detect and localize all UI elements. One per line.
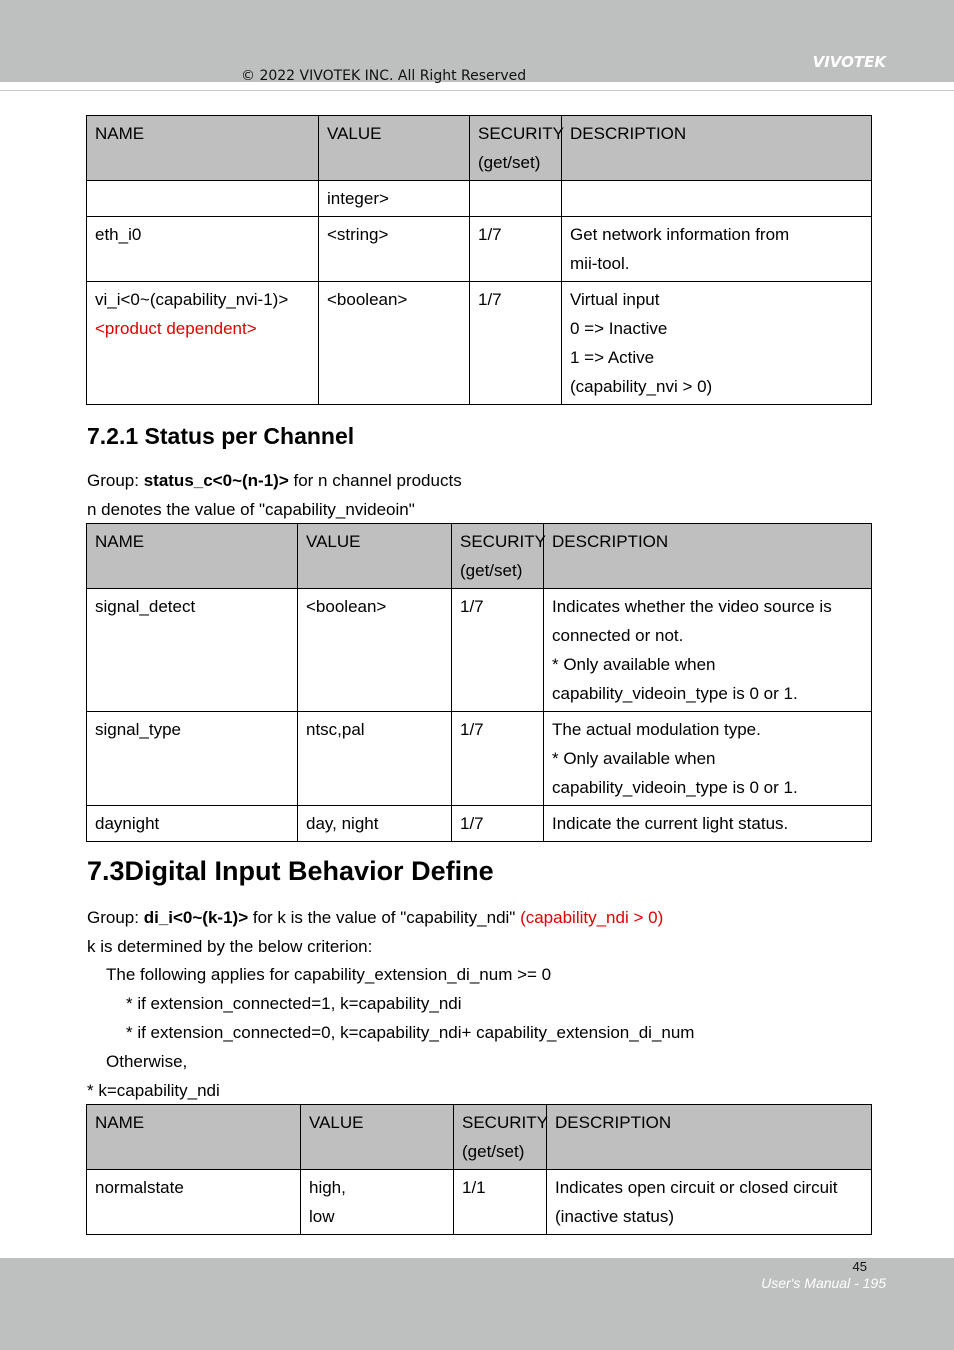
group-name: di_i<0~(k-1)>	[143, 908, 249, 927]
cell-description-line: Indicates whether the video source is	[552, 597, 832, 616]
cell-description	[544, 589, 872, 712]
cell-description-line: 0 => Inactive	[570, 319, 668, 338]
cell-value	[298, 806, 452, 842]
table-row	[87, 1170, 872, 1235]
cell-value	[298, 712, 452, 806]
cell-description-line: Get network information from	[570, 225, 790, 244]
group-name: status_c<0~(n-1)>	[143, 471, 289, 490]
cell-description-line: capability_videoin_type is 0 or 1.	[552, 684, 798, 703]
cell-description	[562, 181, 872, 217]
cell-name: daynight	[87, 806, 298, 842]
col-header-description: DESCRIPTION	[547, 1105, 872, 1170]
col-header-name: NAME	[87, 1105, 301, 1170]
col-header-name: NAME	[87, 524, 298, 589]
group-line	[87, 903, 663, 932]
cell-value-line: integer>	[327, 189, 389, 208]
col-header-security: SECURITY (get/set)	[452, 524, 544, 589]
section-title-text: Digital Input Behavior Define	[124, 856, 494, 886]
cell-description-line: Indicate the current light status.	[552, 814, 789, 833]
cell-description	[562, 217, 872, 282]
criterion-line: Otherwise,	[106, 1052, 188, 1071]
cell-name: signal_type	[87, 712, 298, 806]
copyright-text: © 2022 VIVOTEK INC. All Right Reserved	[241, 68, 527, 84]
cell-security	[470, 181, 562, 217]
capability-condition: (capability_ndi > 0)	[520, 908, 664, 927]
cell-description-line: (inactive status)	[555, 1207, 675, 1226]
table-header-row	[87, 524, 872, 589]
cell-description-line: Indicates open circuit or closed circuit	[555, 1178, 838, 1197]
cell-description-line: capability_videoin_type is 0 or 1.	[552, 778, 798, 797]
group-prefix: Group:	[87, 908, 144, 927]
note-line: n denotes the value of "capability_nvideoin"	[87, 500, 415, 519]
criterion-line: * if extension_connected=1, k=capability_ndi	[126, 994, 462, 1013]
table-row	[87, 181, 872, 217]
criterion-line: The following applies for capability_extension_di_num >= 0	[106, 965, 552, 984]
cell-security: 1/7	[470, 217, 562, 282]
cell-name: eth_i0	[87, 217, 319, 282]
cell-name: signal_detect	[87, 589, 298, 712]
cell-value	[301, 1170, 454, 1235]
cell-name: normalstate	[87, 1170, 301, 1235]
table-row	[87, 712, 872, 806]
group-line	[87, 466, 462, 495]
table-status-per-channel	[86, 523, 872, 842]
cell-security: 1/7	[452, 712, 544, 806]
cell-description-line: (capability_nvi > 0)	[570, 377, 713, 396]
group-prefix: Group:	[87, 471, 144, 490]
cell-description-line: 1 => Active	[570, 348, 655, 367]
col-header-name: NAME	[87, 116, 319, 181]
cell-security: 1/7	[452, 589, 544, 712]
col-header-security: SECURITY (get/set)	[454, 1105, 547, 1170]
cell-description-line: * Only available when	[552, 749, 716, 768]
cell-value-line: <string>	[327, 225, 389, 244]
table-continued-params	[86, 115, 872, 405]
cell-value-line: day, night	[306, 814, 379, 833]
footer-band	[0, 1258, 954, 1350]
criterion-line: * k=capability_ndi	[87, 1081, 220, 1100]
table-header-row	[87, 1105, 872, 1170]
page-number: 45	[852, 1259, 867, 1274]
cell-value-line: <boolean>	[306, 597, 387, 616]
header-divider	[0, 90, 954, 91]
cell-description-line: mii-tool.	[570, 254, 630, 273]
cell-value-line: ntsc,pal	[306, 720, 365, 739]
table-header-row	[87, 116, 872, 181]
cell-security: 1/1	[454, 1170, 547, 1235]
cell-description	[544, 806, 872, 842]
table-row	[87, 217, 872, 282]
cell-security: 1/7	[452, 806, 544, 842]
cell-value-line: high,	[309, 1178, 346, 1197]
col-header-value: VALUE	[301, 1105, 454, 1170]
cell-description-line: Virtual input	[570, 290, 660, 309]
section-number: 7.3	[87, 856, 125, 886]
criterion-line: * if extension_connected=0, k=capability_ndi+ capability_extension_di_num	[126, 1023, 695, 1042]
cell-value	[319, 282, 470, 405]
cell-description	[562, 282, 872, 405]
criterion-line: k is determined by the below criterion:	[87, 937, 373, 956]
product-dependent-note: <product dependent>	[95, 319, 257, 338]
cell-name	[87, 181, 319, 217]
brand-logo: VIVOTEK	[812, 53, 886, 71]
table-digital-input	[86, 1104, 872, 1235]
cell-value-line: low	[309, 1207, 335, 1226]
cell-description-line: * Only available when	[552, 655, 716, 674]
cell-name-text: vi_i<0~(capability_nvi-1)>	[95, 290, 289, 309]
col-header-value: VALUE	[319, 116, 470, 181]
cell-description-line: The actual modulation type.	[552, 720, 761, 739]
section-heading-status-per-channel: 7.2.1 Status per Channel	[87, 423, 355, 449]
cell-name	[87, 282, 319, 405]
cell-description	[547, 1170, 872, 1235]
col-header-security-label: SECURITY (get/set)	[478, 124, 564, 172]
col-header-description: DESCRIPTION	[544, 524, 872, 589]
table-row	[87, 806, 872, 842]
cell-description	[544, 712, 872, 806]
section-heading-digital-input	[87, 856, 494, 887]
cell-value	[298, 589, 452, 712]
group-suffix: for n channel products	[288, 471, 462, 490]
col-header-value: VALUE	[298, 524, 452, 589]
cell-security: 1/7	[470, 282, 562, 405]
table-row	[87, 589, 872, 712]
col-header-security	[470, 116, 562, 181]
cell-description-line: connected or not.	[552, 626, 684, 645]
col-header-description: DESCRIPTION	[562, 116, 872, 181]
manual-page-label: User's Manual - 195	[761, 1275, 886, 1291]
cell-value-line: <boolean>	[327, 290, 408, 309]
cell-value	[319, 181, 470, 217]
table-row	[87, 282, 872, 405]
group-suffix: for k is the value of "capability_ndi"	[248, 908, 521, 927]
cell-value	[319, 217, 470, 282]
